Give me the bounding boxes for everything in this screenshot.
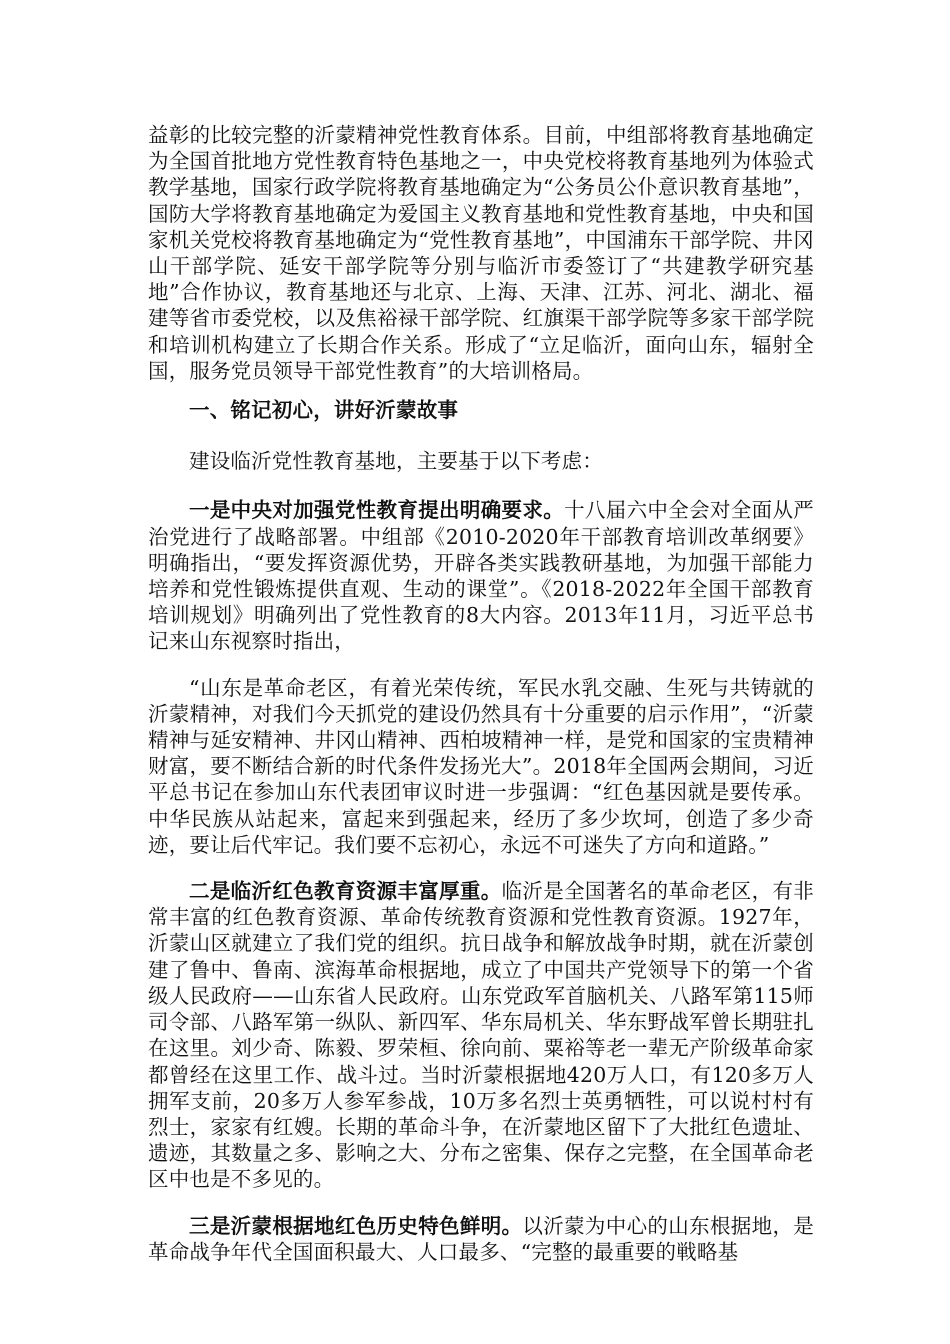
quote-paragraph: “山东是革命老区，有着光荣传统，军民水乳交融、生死与共铸就的沂蒙精神，对我们今天抓党的建设仍然具有十分重要的启示作用”，“沂蒙精神与延安精神、井冈山精神、西柏坡精神一样，是党和国家的宝贵精神财富，要不断结合新的时代条件发扬光大”。2018年全国两会期间，习近平总书记在参加山东代表团审议时进一步强调：“红色基因就是要传承。中华民族从站起来，富起来到强起来，经历了多少坎坷，创造了多少奇迹，要让后代牢记。我们要不忘初心，永远不可迷失了方向和道路。” xyxy=(148,675,814,857)
document-page xyxy=(148,122,814,1285)
intro-paragraph: 益彰的比较完整的沂蒙精神党性教育体系。目前，中组部将教育基地确定为全国首批地方党性教育特色基地之一，中央党校将教育基地列为体验式教学基地，国家行政学院将教育基地确定为“公务员公仆意识教育基地”，国防大学将教育基地确定为爱国主义教育基地和党性教育基地，中央和国家机关党校将教育基地确定为“党性教育基地”，中国浦东干部学院、井冈山干部学院、延安干部学院等分别与临沂市委签订了“共建教学研究基地”合作协议，教育基地还与北京、上海、天津、江苏、河北、湖北、福建等省市委党校，以及焦裕禄干部学院、红旗渠干部学院等多家干部学院和培训机构建立了长期合作关系。形成了“立足临沂，面向山东，辐射全国，服务党员领导干部党性教育”的大培训格局。 xyxy=(148,123,814,383)
point-two-body: 临沂是全国著名的革命老区，有非常丰富的红色教育资源、革命传统教育资源和党性教育资源。1927年，沂蒙山区就建立了我们党的组织。抗日战争和解放战争时期，就在沂蒙创建了鲁中、鲁南、滨海革命根据地，成立了中国共产党领导下的第一个省级人民政府——山东省人民政府。山东党政军首脑机关、八路军第115师司令部、八路军第一纵队、新四军、华东局机关、华东野战军曾长期驻扎在这里。刘少奇、陈毅、罗荣桓、徐向前、粟裕等老一辈无产阶级革命家都曾经在这里工作、战斗过。当时沂蒙根据地420万人口，有120多万人拥军支前，20多万人参军参战，10万多名烈士英勇牺牲，可以说村村有烈士，家家有红嫂。长期的革命斗争，在沂蒙地区留下了大批红色遗址、遗迹，其数量之多、影响之大、分布之密集、保存之完整，在全国革命老区中也是不多见的。 xyxy=(148,879,815,1192)
lead-paragraph: 建设临沂党性教育基地，主要基于以下考虑： xyxy=(189,449,603,474)
point-three-body: 以沂蒙为中心的山东根据地，是革命战争年代全国面积最大、人口最多、“完整的最重要的戦略基 xyxy=(148,1213,814,1264)
point-one-title: 一是中央对加强党性教育提出明确要求。 xyxy=(189,498,565,523)
point-two-title: 二是临沂红色教育资源丰富厚重。 xyxy=(189,879,502,904)
point-three-title: 三是沂蒙根据地红色历史特色鲜明。 xyxy=(189,1213,523,1238)
point-one-body: 十八届六中全会对全面从严治党进行了战略部署。中组部《2010-2020年干部教育培训改革纲要》明确指出，“要发挥资源优势，开辟各类实践教研基地，为加强干部能力培养和党性锻炼提供直观、生动的课堂”。《2018-2022年全国干部教育培训规划》明确列出了党性教育的8大内容。2013年11月，习近平总书记来山东视察时指出， xyxy=(148,498,814,654)
point-one-paragraph xyxy=(148,497,814,654)
point-three-paragraph xyxy=(148,1213,814,1265)
section-heading: 一、铭记初心，讲好沂蒙故事 xyxy=(189,398,459,423)
point-two-paragraph xyxy=(148,878,814,1192)
